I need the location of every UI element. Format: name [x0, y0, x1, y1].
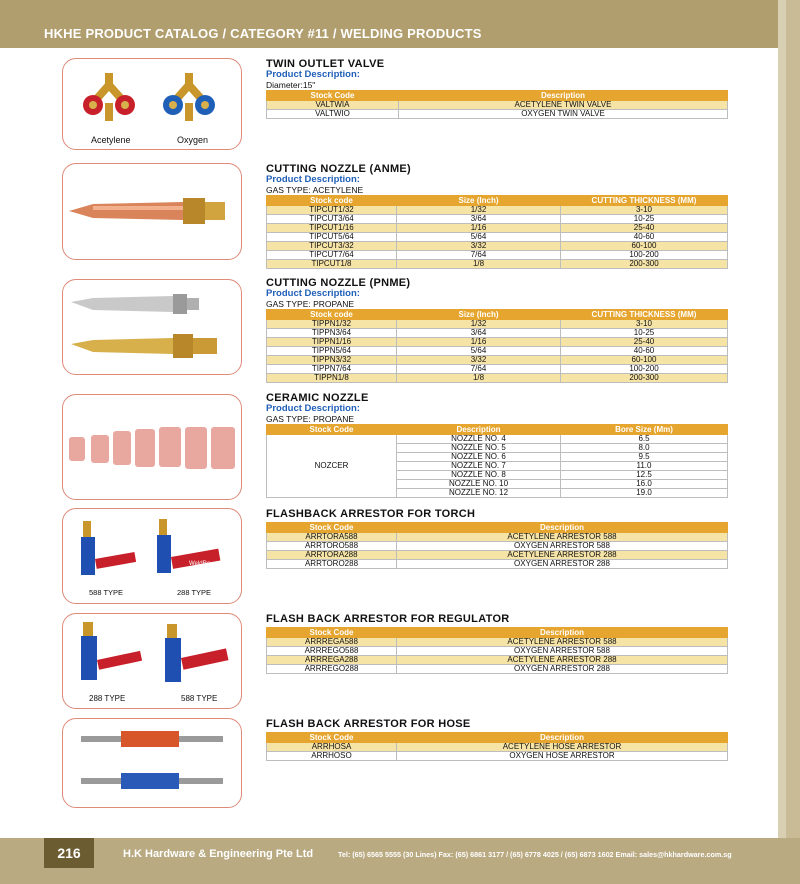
- table-row: NOZZLE NO. 12 19.0: [267, 489, 728, 498]
- header-stock-code: Stock code: [267, 196, 397, 206]
- table-row: TIPPN1/32 1/32 3-10: [267, 320, 728, 329]
- header-size: Size (Inch): [397, 310, 561, 320]
- table-row: TIPCUT1/32 1/32 3-10: [267, 206, 728, 215]
- section-subtitle: Product Description:: [266, 69, 360, 80]
- table-row: TIPCUT7/64 7/64 100-200: [267, 251, 728, 260]
- section-ceramic-nozzle: [266, 392, 728, 498]
- table-row: ARRREGO288 OXYGEN ARRESTOR 288: [267, 665, 728, 674]
- section-nozzle-pnme: [266, 277, 728, 383]
- table-row: TIPPN5/64 5/64 40-60: [267, 347, 728, 356]
- header-stock-code: Stock Code: [267, 523, 397, 533]
- table-row: NOZZLE NO. 7 11.0: [267, 462, 728, 471]
- table-row: NOZCER NOZZLE NO. 4 6.5: [267, 435, 728, 444]
- section-torch-arrestor: [266, 508, 728, 569]
- section-subtitle: Product Description:: [266, 174, 360, 185]
- table-row: ARRTORA288 ACETYLENE ARRESTOR 288: [267, 551, 728, 560]
- section-title: CUTTING NOZZLE (ANME): [266, 163, 412, 175]
- table-row: ARRREGA588 ACETYLENE ARRESTOR 588: [267, 638, 728, 647]
- footer-company: H.K Hardware & Engineering Pte Ltd: [123, 848, 314, 860]
- section-title: TWIN OUTLET VALVE: [266, 58, 385, 70]
- table-row: TIPCUT1/16 1/16 25-40: [267, 224, 728, 233]
- table-row: TIPPN7/64 7/64 100-200: [267, 365, 728, 374]
- header-bar: [0, 0, 800, 48]
- section-note: GAS TYPE: PROPANE: [266, 414, 355, 424]
- section-title: FLASH BACK ARRESTOR FOR HOSE: [266, 718, 471, 730]
- header-size: Size (Inch): [397, 196, 561, 206]
- table-row: TIPPN3/32 3/32 60-100: [267, 356, 728, 365]
- caption-288-type: 288 TYPE: [177, 588, 212, 597]
- header-thickness: CUTTING THICKNESS (MM): [561, 196, 728, 206]
- twin-valve-image: [62, 58, 242, 150]
- section-regulator-arrestor: [266, 613, 728, 674]
- nozzle-anme-image: [62, 163, 242, 260]
- table-row: ARRREGO588 OXYGEN ARRESTOR 588: [267, 647, 728, 656]
- hose-arrestor-table: [266, 732, 728, 761]
- section-title: FLASH BACK ARRESTOR FOR REGULATOR: [266, 613, 510, 625]
- twin-valve-table: [266, 90, 728, 119]
- nozzle-anme-table: [266, 195, 728, 269]
- regulator-arrestor-table: [266, 627, 728, 674]
- ceramic-nozzle-image: [62, 394, 242, 500]
- table-row: ARRTORO288 OXYGEN ARRESTOR 288: [267, 560, 728, 569]
- header-description: Description: [397, 628, 728, 638]
- section-hose-arrestor: [266, 718, 728, 761]
- table-row: TIPCUT3/64 3/64 10-25: [267, 215, 728, 224]
- table-row: ARRHOSO OXYGEN HOSE ARRESTOR: [267, 752, 728, 761]
- table-row: VALTWIA ACETYLENE TWIN VALVE: [267, 101, 728, 110]
- section-title: FLASHBACK ARRESTOR FOR TORCH: [266, 508, 476, 520]
- section-note: GAS TYPE: ACETYLENE: [266, 185, 364, 195]
- caption-acetylene: Acetylene: [91, 135, 131, 145]
- header-description: Description: [397, 733, 728, 743]
- section-note: Diameter:15": [266, 80, 316, 90]
- right-decor-strip: [778, 0, 800, 884]
- section-nozzle-anme: [266, 163, 728, 269]
- footer-contact: Tel: (65) 6565 5555 (30 Lines) Fax: (65) 6861 3177 / (65) 6778 4025 / (65) 6873 1602 Email: sales@hkhardware.com.sg: [338, 850, 732, 859]
- header-stock-code: Stock Code: [267, 628, 397, 638]
- caption-oxygen: Oxygen: [177, 135, 209, 145]
- section-subtitle: Product Description:: [266, 288, 360, 299]
- table-row: ARRTORA588 ACETYLENE ARRESTOR 588: [267, 533, 728, 542]
- table-row: NOZZLE NO. 10 16.0: [267, 480, 728, 489]
- ceramic-nozzle-table: [266, 424, 728, 498]
- nozzle-pnme-table: [266, 309, 728, 383]
- table-row: NOZZLE NO. 8 12.5: [267, 471, 728, 480]
- page-number: 216: [44, 838, 94, 868]
- table-row: TIPPN3/64 3/64 10-25: [267, 329, 728, 338]
- table-row: TIPCUT5/64 5/64 40-60: [267, 233, 728, 242]
- table-row: NOZZLE NO. 6 9.5: [267, 453, 728, 462]
- caption-288-type: 288 TYPE: [89, 694, 126, 703]
- section-subtitle: Product Description:: [266, 403, 360, 414]
- table-row: ARRHOSA ACETYLENE HOSE ARRESTOR: [267, 743, 728, 752]
- table-row: TIPPN1/8 1/8 200-300: [267, 374, 728, 383]
- table-row: TIPPN1/16 1/16 25-40: [267, 338, 728, 347]
- hose-arrestor-image: [62, 718, 242, 808]
- table-row: NOZZLE NO. 5 8.0: [267, 444, 728, 453]
- header-stock-code: Stock Code: [267, 91, 399, 101]
- torch-arrestor-image: [62, 508, 242, 604]
- section-title: CERAMIC NOZZLE: [266, 392, 369, 404]
- table-row: VALTWIO OXYGEN TWIN VALVE: [267, 110, 728, 119]
- section-twin-valve: [266, 58, 728, 119]
- header-description: Description: [399, 91, 728, 101]
- table-row: TIPCUT3/32 3/32 60-100: [267, 242, 728, 251]
- torch-arrestor-table: [266, 522, 728, 569]
- header-description: Description: [397, 425, 561, 435]
- brand-label: WeldRo: [189, 561, 211, 567]
- header-thickness: CUTTING THICKNESS (MM): [561, 310, 728, 320]
- ceramic-stock-code: NOZCER: [267, 435, 397, 498]
- header-description: Description: [397, 523, 728, 533]
- table-row: ARRTORO588 OXYGEN ARRESTOR 588: [267, 542, 728, 551]
- section-title: CUTTING NOZZLE (PNME): [266, 277, 411, 289]
- header-bore-size: Bore Size (Mm): [561, 425, 728, 435]
- header-stock-code: Stock code: [267, 310, 397, 320]
- caption-588-type: 588 TYPE: [181, 694, 218, 703]
- page-title: HKHE PRODUCT CATALOG / CATEGORY #11 / WELDING PRODUCTS: [44, 26, 482, 41]
- nozzle-pnme-image: [62, 279, 242, 375]
- header-stock-code: Stock Code: [267, 425, 397, 435]
- header-stock-code: Stock Code: [267, 733, 397, 743]
- section-note: GAS TYPE: PROPANE: [266, 299, 355, 309]
- table-row: ARRREGA288 ACETYLENE ARRESTOR 288: [267, 656, 728, 665]
- caption-588-type: 588 TYPE: [89, 588, 124, 597]
- regulator-arrestor-image: [62, 613, 242, 709]
- footer-bar: [0, 838, 800, 884]
- table-row: TIPCUT1/8 1/8 200-300: [267, 260, 728, 269]
